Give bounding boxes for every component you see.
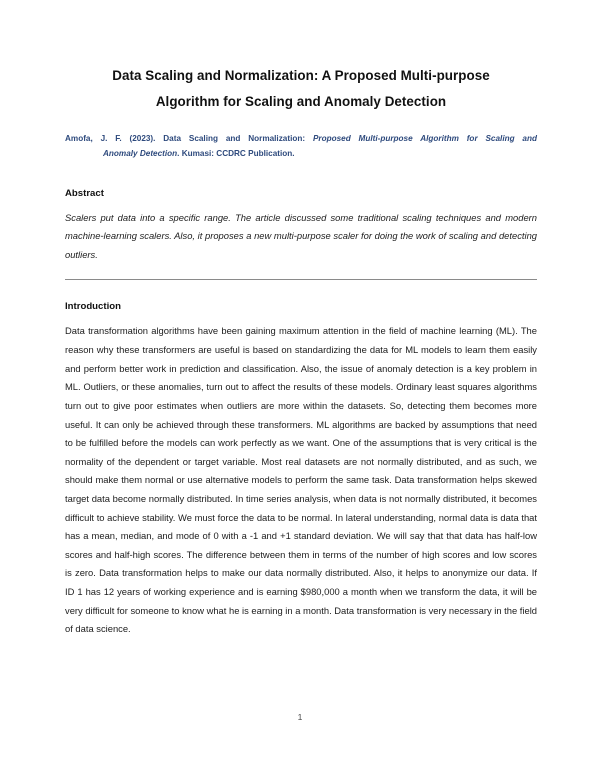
page-content [65,0,537,639]
citation-authors-title: Amofa, J. F. (2023). Data Scaling and Normalization: [65,134,313,144]
page-title [65,0,537,115]
introduction-body: Data transformation algorithms have been gaining maximum attention in the field of machine learning (ML). The reason why these transformers are useful is based on standardizing the data for ML models to learn them easily and perform better work in prediction and classification. Also, the issue of anomaly detection is a key problem in ML. Outliers, or these anomalies, turn out to affect the results of these models. Ordinary least squares algorithms turn out to give poor estimates when outliers are more within the datasets. So, detecting them becomes more useful. It can only be achieved through these transformers. ML algorithms are backed by assumptions that need to be fulfilled before the models can work perfectly as we want. One of the assumptions that is very critical is the normality of the dependent or target variable. Most real datasets are not normally distributed, and as such, we should make them normal or use alternative models to perform the same task. Data transformation helps skewed target data become normally distributed. In time series analysis, when data is not normally distributed, it becomes difficult to achieve stability. We must force the data to be normal. In lateral understanding, normal data is data that has a mean, median, and mode of 0 with a -1 and +1 standard deviation. We will say that that data has half-low scores and half-high scores. The difference between them in terms of the number of high scores and low scores is zero. Data transformation helps to make our data normally distributed. Also, it helps to anonymize our data. If ID 1 has 12 years of working experience and is earning $980,000 a month when we transform the data, it will be very difficult for someone to know what he is earning in a month. Data transformation is very necessary in the field of data science. [65,325,537,635]
abstract-heading: Abstract [65,187,104,199]
citation-subtitle-part-1: Proposed Multi-purpose Algorithm for Scaling and [312,134,537,144]
title-line-1: Data Scaling and Normalization: A Proposed Multi-purpose [112,68,490,83]
citation-subtitle-part-2: Anomaly Detection [103,149,178,159]
abstract-body: Scalers put data into a specific range. The article discussed some traditional scaling techniques and modern machine-learning scalers. Also, it proposes a new multi-purpose scaler for doing the work of scaling and detecting outliers. [65,212,537,260]
introduction-section [65,300,537,639]
abstract-section [65,187,537,264]
citation-block [65,131,537,161]
citation-line-2 [65,146,537,161]
introduction-heading: Introduction [65,301,121,313]
citation-publisher: . Kumasi: CCDRC Publication. [177,149,295,159]
page-number: 1 [297,712,303,722]
citation-line-1 [65,131,537,146]
title-line-2: Algorithm for Scaling and Anomaly Detection [155,94,447,110]
section-divider [65,279,537,280]
